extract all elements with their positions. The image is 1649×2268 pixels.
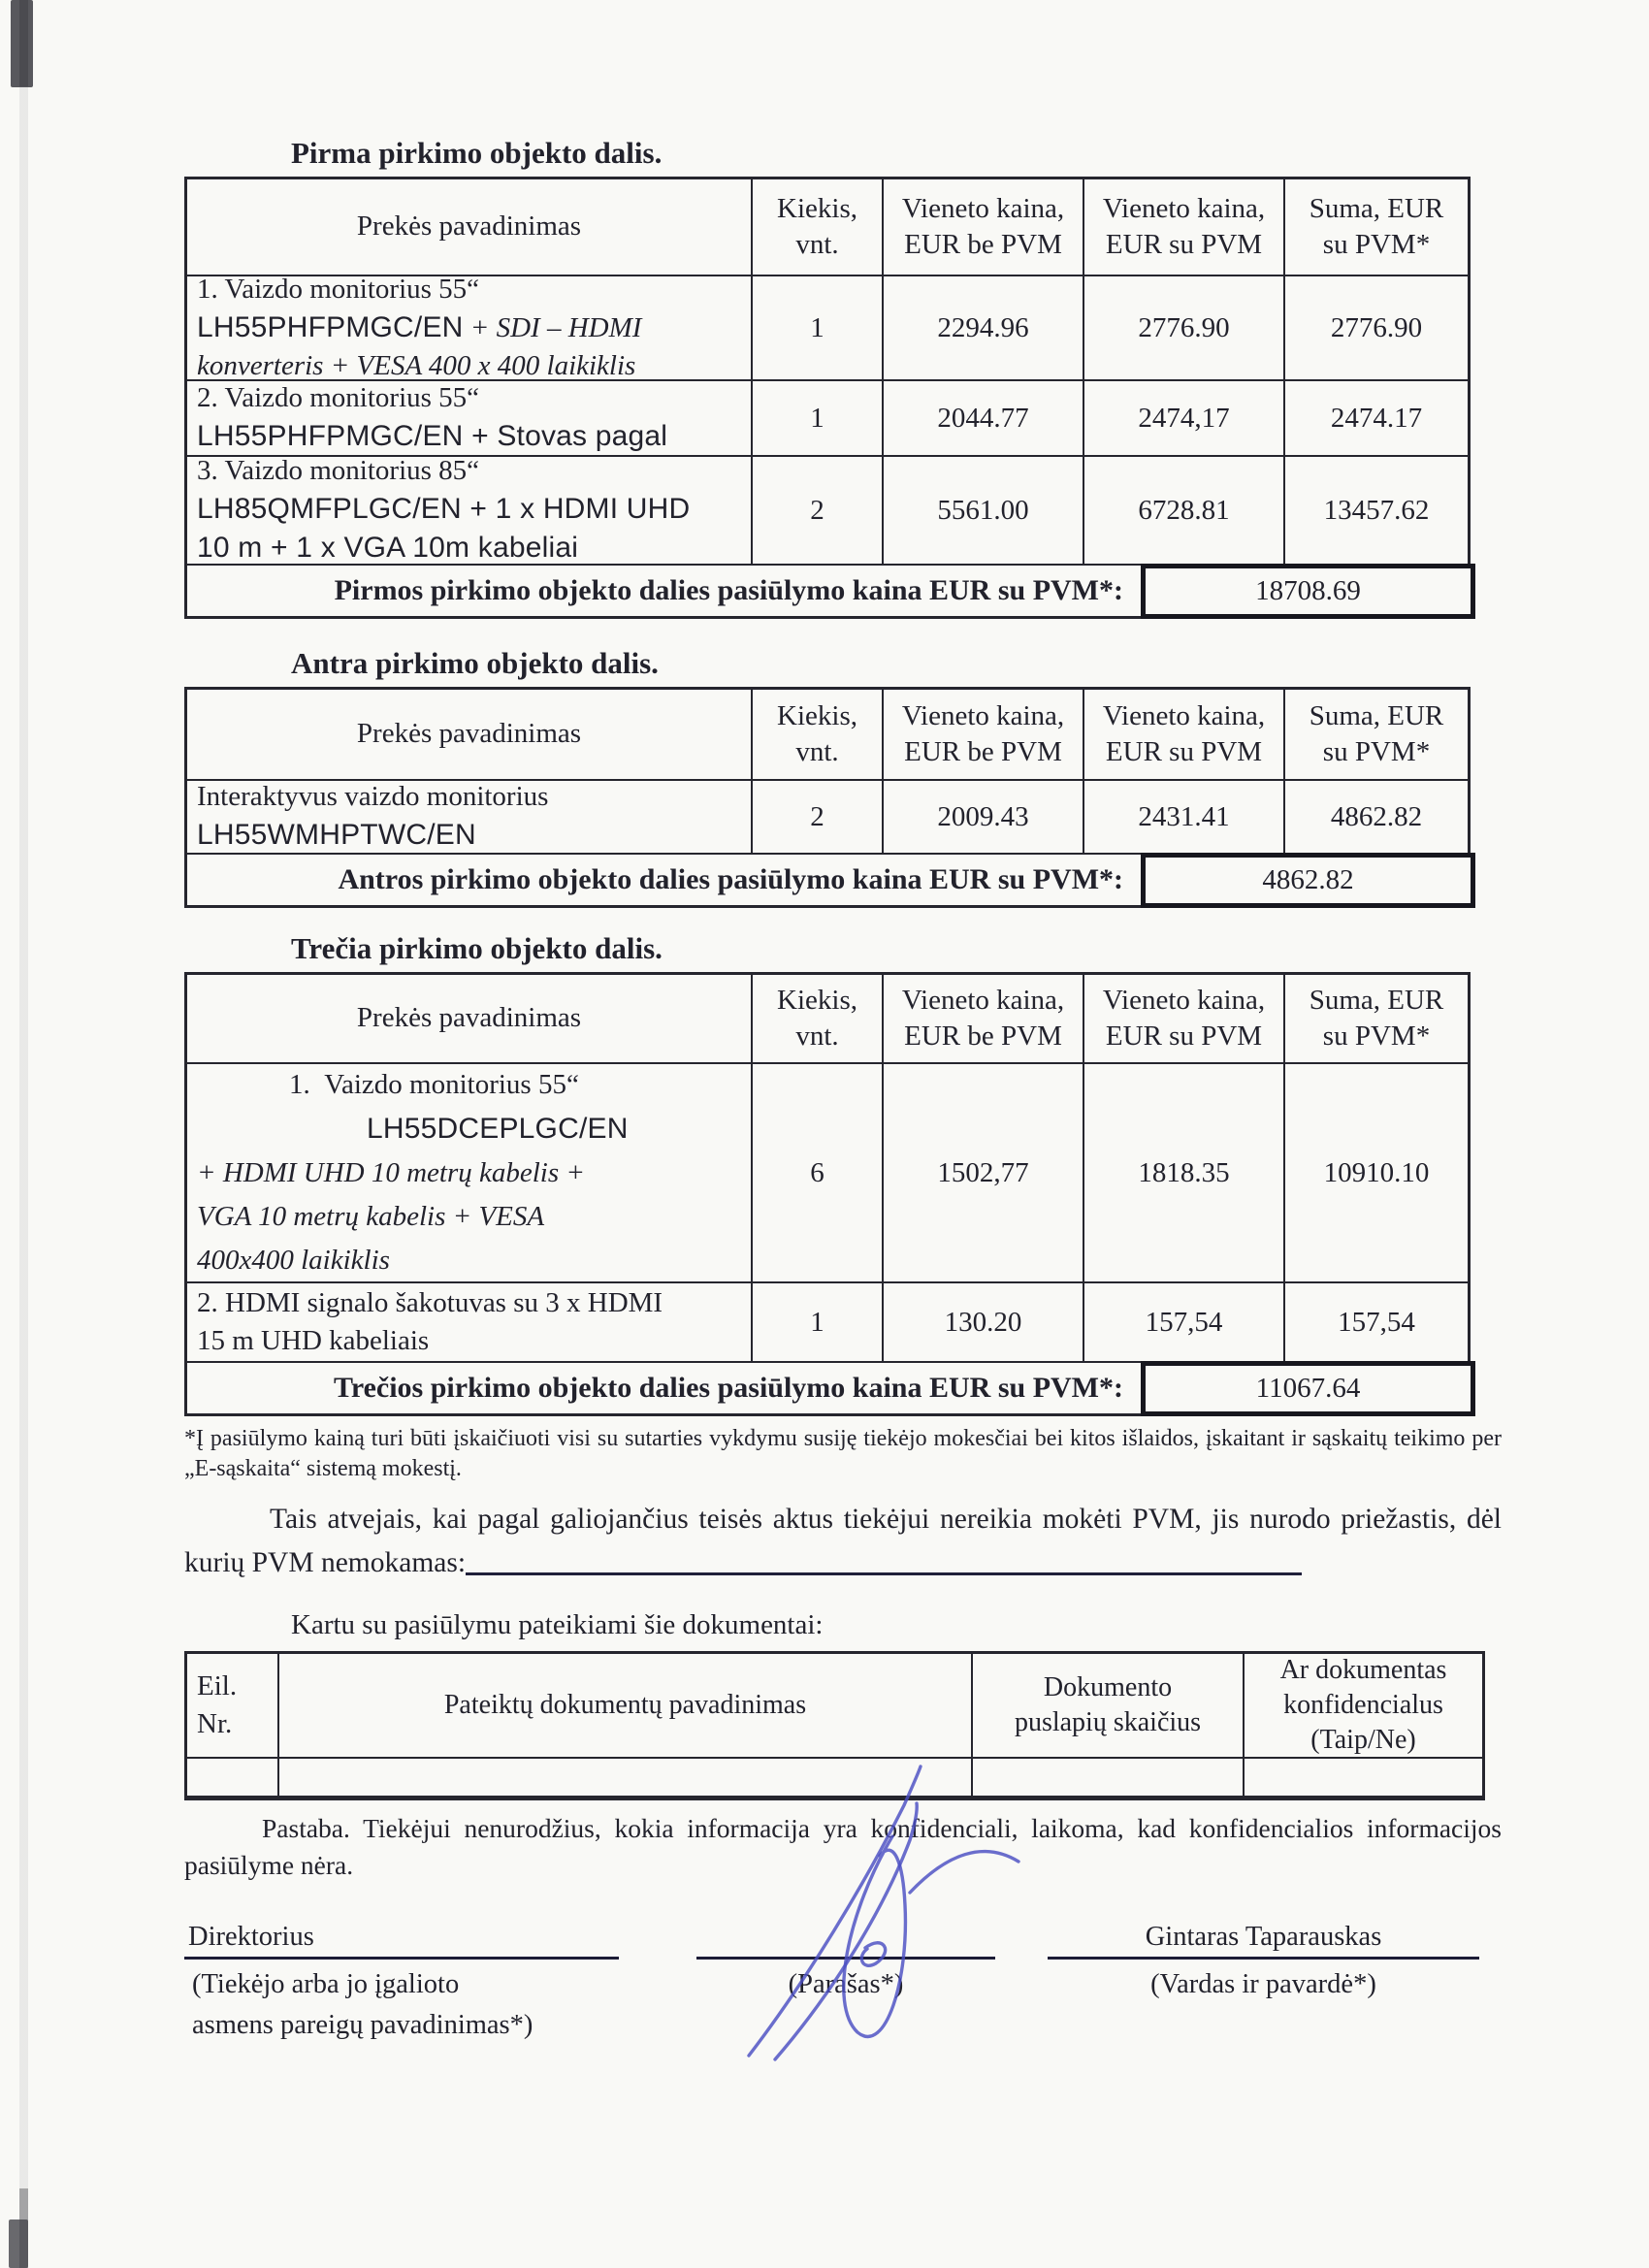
item-name-cell (187, 457, 753, 564)
qty-cell: 6 (753, 1064, 884, 1281)
header-qty-line2: vnt. (795, 736, 839, 767)
header-name-label: Prekės pavadinimas (356, 1002, 582, 1034)
header-cell-unit-vat (1084, 179, 1285, 275)
vat-exemption-text: Tais atvejais, kai pagal galiojančius teisės aktus tiekėjui nereikia mokėti PVM, jis nurodo priežastis, dėl kurių PVM nemokamas: (184, 1504, 1502, 1578)
header-doc-name-label: Pateiktų dokumentų pavadinimas (443, 1689, 807, 1720)
item-name-line: 2. HDMI signalo šakotuvas su 3 x HDMI (197, 1287, 663, 1319)
unit-price-no-vat-cell: 2009.43 (884, 781, 1084, 853)
header-cell-qty (753, 690, 884, 779)
part2-total-row (187, 855, 1468, 905)
header-number-line1: Eil. (197, 1670, 238, 1702)
signature-caption: (Parašas*) (788, 1968, 904, 1999)
signatory-name-underline (1048, 1957, 1479, 1960)
item-name-line: 15 m UHD kabeliais (197, 1325, 430, 1356)
header-sum-line2: su PVM* (1322, 1021, 1431, 1052)
header-qty-line1: Kiekis, (777, 699, 857, 731)
sum-cell: 10910.10 (1323, 1156, 1430, 1188)
item-name-line: konverteris + VESA 400 x 400 laikiklis (197, 350, 636, 382)
item-name-line: 10 m + 1 x VGA 10m kabeliai (197, 532, 579, 565)
item-model-code: LH55WMHPTWC/EN (197, 819, 476, 852)
header-cell-unit-vat (1084, 690, 1285, 779)
header-cell-unit-no-vat (884, 975, 1084, 1062)
qty-cell: 1 (753, 381, 884, 455)
signature-role-caption-line1: (Tiekėjo arba jo įgalioto (192, 1968, 460, 1999)
part1-row-1 (187, 276, 1468, 381)
item-name-line: 1. Vaizdo monitorius 55“ (289, 1068, 579, 1100)
part3-total-value: 11067.64 (1141, 1361, 1475, 1416)
part2-title: Antra pirkimo objekto dalis. (291, 646, 659, 680)
header-number-line2: Nr. (197, 1707, 233, 1739)
header-unit-vat-line2: EUR su PVM (1105, 1021, 1263, 1052)
header-name-label: Prekės pavadinimas (356, 211, 582, 243)
header-sum-line2: su PVM* (1322, 736, 1431, 767)
part1-total-row (187, 566, 1468, 616)
signature-role-caption-line2: asmens pareigų pavadinimas*) (192, 2009, 534, 2040)
item-accessories: VGA 10 metrų kabelis + VESA (197, 1201, 545, 1233)
header-doc-pages-line1: Dokumento (1043, 1672, 1173, 1703)
unit-price-no-vat-cell: 1502,77 (884, 1064, 1084, 1281)
sum-cell: 2776.90 (1330, 311, 1423, 343)
part1-table (184, 177, 1471, 619)
header-cell-qty (753, 179, 884, 275)
header-cell-sum (1285, 179, 1468, 275)
empty-cell (187, 1759, 279, 1796)
confidentiality-note: Pastaba. Tiekėjui nenurodžius, kokia informacija yra konfidenciali, laikoma, kad konfidencialios informacijos pasiūlyme nėra. (184, 1812, 1502, 1881)
item-name-cell (187, 381, 753, 455)
item-model-code: LH55PHFPMGC/EN (197, 310, 464, 343)
header-cell-sum (1285, 975, 1468, 1062)
qty-cell: 1 (753, 276, 884, 379)
signature-role: Direktorius (188, 1921, 314, 1952)
signatory-name-caption: (Vardas ir pavardė*) (1150, 1968, 1376, 1999)
item-name-line: 1. Vaizdo monitorius 55“ (197, 274, 480, 306)
header-sum-line2: su PVM* (1322, 229, 1431, 260)
item-name-line: 3. Vaizdo monitorius 85“ (197, 455, 480, 487)
item-name-cell (187, 781, 753, 853)
item-name-cell (187, 1283, 753, 1361)
header-unit-no-vat-line2: EUR be PVM (904, 1021, 1062, 1052)
scan-corner-mark-top (11, 0, 33, 87)
unit-price-no-vat-cell: 2044.77 (884, 381, 1084, 455)
part2-total-value: 4862.82 (1141, 853, 1475, 908)
signature-role-column (184, 1920, 619, 2045)
item-model-code: LH55DCEPLGC/EN (367, 1112, 629, 1145)
header-unit-vat-line1: Vieneto kaina, (1102, 192, 1266, 224)
header-cell-number (187, 1654, 279, 1757)
part1-row-2 (187, 381, 1468, 457)
qty-cell: 2 (753, 457, 884, 564)
header-sum-line1: Suma, EUR (1309, 984, 1444, 1016)
header-doc-conf-line1: Ar dokumentas (1279, 1655, 1447, 1686)
header-cell-sum (1285, 690, 1468, 779)
header-cell-qty (753, 975, 884, 1062)
header-cell-name (187, 690, 753, 779)
header-name-label: Prekės pavadinimas (356, 718, 582, 750)
header-unit-vat-line2: EUR su PVM (1105, 229, 1263, 260)
sum-cell: 2474.17 (1330, 402, 1423, 434)
signature-block (0, 1920, 1649, 2114)
part2-header-row (187, 690, 1468, 781)
unit-price-vat-cell: 2431.41 (1084, 781, 1285, 853)
part3-row-2 (187, 1283, 1468, 1363)
price-footnote: *Į pasiūlymo kainą turi būti įskaičiuoti visi su sutarties vykdymu susiję tiekėjo mokesčiai bei kitos išlaidos, įskaitant ir sąskaitų teikimo per „E-sąskaita“ sistemą mokestį. (184, 1426, 1502, 1482)
empty-cell (1245, 1759, 1482, 1796)
vat-exemption-paragraph (184, 1498, 1502, 1584)
unit-price-vat-cell: 2776.90 (1084, 276, 1285, 379)
unit-price-vat-cell: 1818.35 (1084, 1064, 1285, 1281)
part3-row-1 (187, 1064, 1468, 1283)
header-qty-line1: Kiekis, (777, 984, 857, 1016)
part1-total-value: 18708.69 (1141, 564, 1475, 619)
unit-price-vat-cell: 2474,17 (1084, 381, 1285, 455)
header-unit-vat-line1: Vieneto kaina, (1102, 699, 1266, 731)
header-cell-name (187, 179, 753, 275)
header-qty-line2: vnt. (795, 229, 839, 260)
header-unit-vat-line2: EUR su PVM (1105, 736, 1263, 767)
item-model-code: LH85QMFPLGC/EN + 1 x HDMI UHD (197, 493, 691, 526)
item-model-code: LH55PHFPMGC/EN + Stovas pagal (197, 420, 668, 453)
part2-table (184, 687, 1471, 908)
signature-role-underline (184, 1957, 619, 1960)
part1-row-3 (187, 457, 1468, 566)
header-unit-vat-line1: Vieneto kaina, (1102, 984, 1266, 1016)
header-doc-conf-line2: konfidencialus (1283, 1689, 1443, 1720)
sum-cell: 157,54 (1338, 1306, 1415, 1338)
part3-header-row (187, 975, 1468, 1064)
documents-intro: Kartu su pasiūlymu pateikiami šie dokumentai: (291, 1608, 824, 1640)
header-cell-name (187, 975, 753, 1062)
unit-price-no-vat-cell: 5561.00 (884, 457, 1084, 564)
documents-header-row (187, 1654, 1482, 1759)
item-name-line: 2. Vaizdo monitorius 55“ (197, 382, 480, 414)
header-unit-no-vat-line1: Vieneto kaina, (901, 192, 1065, 224)
item-name-cell (187, 274, 753, 382)
header-unit-no-vat-line1: Vieneto kaina, (901, 984, 1065, 1016)
item-name-line (197, 308, 641, 347)
unit-price-vat-cell: 6728.81 (1084, 457, 1285, 564)
part2-total-label: Antros pirkimo objekto dalies pasiūlymo kaina EUR su PVM*: (338, 863, 1123, 895)
part3-total-row (187, 1363, 1468, 1413)
part3-table (184, 972, 1471, 1416)
handwritten-signature (720, 1747, 1042, 2072)
header-cell-doc-pages (973, 1654, 1245, 1757)
header-cell-doc-name (279, 1654, 973, 1757)
item-accessories: + SDI – HDMI (463, 311, 642, 343)
header-qty-line2: vnt. (795, 1021, 839, 1052)
header-cell-unit-vat (1084, 975, 1285, 1062)
part1-total-label: Pirmos pirkimo objekto dalies pasiūlymo kaina EUR su PVM*: (334, 574, 1123, 606)
part3-total-label: Trečios pirkimo objekto dalies pasiūlymo kaina EUR su PVM*: (334, 1372, 1123, 1404)
header-unit-no-vat-line1: Vieneto kaina, (901, 699, 1065, 731)
sum-cell: 4862.82 (1330, 800, 1423, 832)
header-cell-doc-confidential (1245, 1654, 1482, 1757)
item-accessories: 400x400 laikiklis (197, 1245, 390, 1277)
unit-price-vat-cell: 157,54 (1084, 1283, 1285, 1361)
signatory-name: Gintaras Taparauskas (1145, 1921, 1382, 1952)
unit-price-no-vat-cell: 130.20 (884, 1283, 1084, 1361)
header-cell-unit-no-vat (884, 690, 1084, 779)
item-name-line: Interaktyvus vaizdo monitorius (197, 781, 549, 813)
scan-corner-mark-bottom (9, 2219, 28, 2268)
header-cell-unit-no-vat (884, 179, 1084, 275)
header-doc-pages-line2: puslapių skaičius (1014, 1706, 1202, 1737)
header-sum-line1: Suma, EUR (1309, 699, 1444, 731)
header-unit-no-vat-line2: EUR be PVM (904, 229, 1062, 260)
part1-title: Pirma pirkimo objekto dalis. (291, 136, 663, 170)
part1-header-row (187, 179, 1468, 276)
qty-cell: 1 (753, 1283, 884, 1361)
header-unit-no-vat-line2: EUR be PVM (904, 736, 1062, 767)
header-sum-line1: Suma, EUR (1309, 192, 1444, 224)
vat-reason-blank-line (466, 1546, 1302, 1575)
item-accessories: + HDMI UHD 10 metrų kabelis + (197, 1157, 585, 1189)
sum-cell: 13457.62 (1323, 494, 1430, 526)
part3-title: Trečia pirkimo objekto dalis. (291, 931, 663, 965)
unit-price-no-vat-cell: 2294.96 (884, 276, 1084, 379)
header-qty-line1: Kiekis, (777, 192, 857, 224)
header-doc-conf-line3: (Taip/Ne) (1310, 1724, 1416, 1755)
signature-name-column (1048, 1920, 1479, 2004)
part2-row-1 (187, 781, 1468, 855)
item-name-cell (187, 1064, 753, 1281)
qty-cell: 2 (753, 781, 884, 853)
